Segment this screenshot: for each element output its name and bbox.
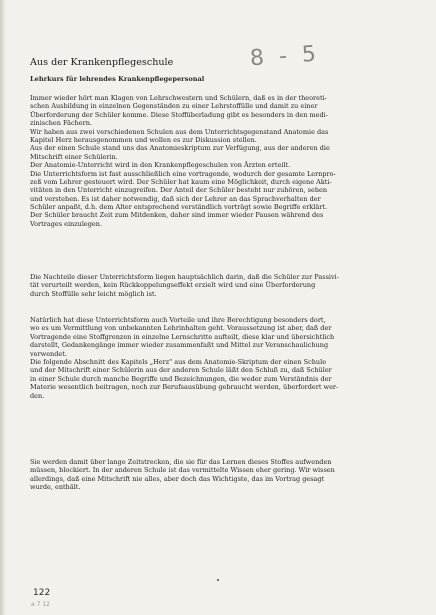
text-line: zeß vom Lehrer gesteuert wird. Der Schüler hat kaum eine Möglichkeit, durch eigene Akti- — [30, 177, 332, 186]
section-heading: Aus der Krankenpflegeschule — [30, 57, 174, 68]
text-line: Die Nachteile dieser Unterrichtsform liegen hauptsächlich darin, daß die Schüler zur Passivi- — [30, 273, 339, 281]
text-line: müssen, blockiert. In der anderen Schule ist das vermittelte Wissen eher gering. Wir wissen — [30, 466, 335, 475]
body-paragraph-1 — [30, 94, 403, 228]
text-line: schen Ausbildung in einzelnen Gegenständen zu einer Lehrstoffülle und damit zu einer — [30, 102, 318, 111]
text-line: in einer Schule durch manche Begriffe und Bezeichnungen, die weder zum Verständnis der — [30, 374, 332, 383]
text-line: Aus der einen Schule stand uns das Anatomieskriptum zur Verfügung, aus der anderen die — [30, 144, 330, 153]
text-line: Die Unterrichtsform ist fast ausschließlich eine vortragende, wodurch der gesamte Lernpro- — [30, 169, 336, 178]
body-paragraph-4 — [30, 458, 403, 492]
scan-speck — [217, 579, 219, 581]
text-line: Überforderung der Schüler komme. Diese Stoffüberladung gibt es besonders in den medi- — [30, 110, 328, 119]
text-line: Kapitel Herz herausgenommen und wollen es zur Diskussion stellen. — [30, 135, 257, 144]
text-line: Der Anatomie-Unterricht wird in den Krankenpflegeschulen von Ärzten erteilt. — [30, 161, 291, 170]
text-line: Wir haben aus zwei verschiedenen Schulen aus dem Unterrichtsgegenstand Anatomie das — [30, 127, 329, 136]
text-line: Sie werden damit über lange Zeitstrecken, die sie für das Lernen dieses Stoffes aufwenden — [30, 458, 332, 466]
text-line: verwendet. — [30, 349, 67, 358]
text-line: Immer wieder hört man Klagen von Lehrschwestern und Schülern, daß es in der theoreti- — [30, 94, 327, 102]
footer-stamp: a 7 12 — [31, 601, 50, 608]
text-line: den. — [30, 391, 45, 400]
text-line: wurde, enthält. — [30, 483, 81, 492]
text-line: zinischen Fächern. — [30, 119, 93, 128]
text-line: allerdings, daß eine Mitschrift nie alles, aber doch das Wichtigste, das im Vortrag gesagt — [30, 474, 325, 483]
text-line: Der Schüler braucht Zeit zum Mitdenken, daher sind immer wieder Pausen während des — [30, 211, 324, 220]
text-line: Die folgende Abschnitt des Kapitels „Herz" aus dem Anatomie-Skriptum der einen Schule — [30, 357, 327, 366]
article-subheading: Lehrkurs für lehrendes Krankenpflegepersonal — [30, 75, 205, 83]
text-line: Vortrages einzulegen. — [30, 219, 103, 228]
text-line: Schüler anpaßt, d.h. dem Alter entsprechend verständlich vorträgt sowie Begriffe erklärt. — [30, 203, 328, 212]
text-line: und verstehen. Es ist daher notwendig, daß sich der Lehrer an das Sprachverhalten der — [30, 194, 321, 203]
text-line: wo es um Vermittlung von unbekannten Lehrinhalten geht. Voraussetzung ist aber, daß der — [30, 324, 332, 333]
body-paragraph-2 — [30, 273, 403, 298]
text-line: darstellt, Gedankengänge immer wieder zusammenfaßt und Mittel zur Veranschaulichung — [30, 341, 329, 350]
text-line: und der Mitschrift einer Schülerin aus der anderen Schule läßt den Schluß zu, daß Schüler — [30, 366, 332, 375]
body-paragraph-3 — [30, 316, 403, 400]
text-line: vitäten in den Unterricht einzugreifen. Der Anteil der Schüler besteht nur zuhören, sehen — [30, 186, 328, 195]
page-number: 122 — [33, 588, 51, 598]
page-gutter-shadow — [0, 0, 6, 615]
text-line: Vortragende eine Stoffgrenzen in einzelne Lernschritte aufteilt, diese klar und übersichtlich — [30, 332, 335, 341]
text-line: Natürlich hat diese Unterrichtsform auch Vorteile und ihre Berechtigung besonders dort, — [30, 316, 326, 324]
text-line: durch Stoffülle sehr leicht möglich ist. — [30, 289, 157, 298]
text-line: tät verurteilt werden, kein Rückkoppelungseffekt erzielt wird und eine Überforderung — [30, 281, 316, 290]
handwritten-note: 8 - 5 — [249, 41, 321, 72]
text-line: Materie wesentlich beitragen, noch zur Berufsausübung gebraucht werden, überfordert wer- — [30, 383, 339, 392]
text-line: Mitschrift einer Schülerin. — [30, 152, 118, 161]
